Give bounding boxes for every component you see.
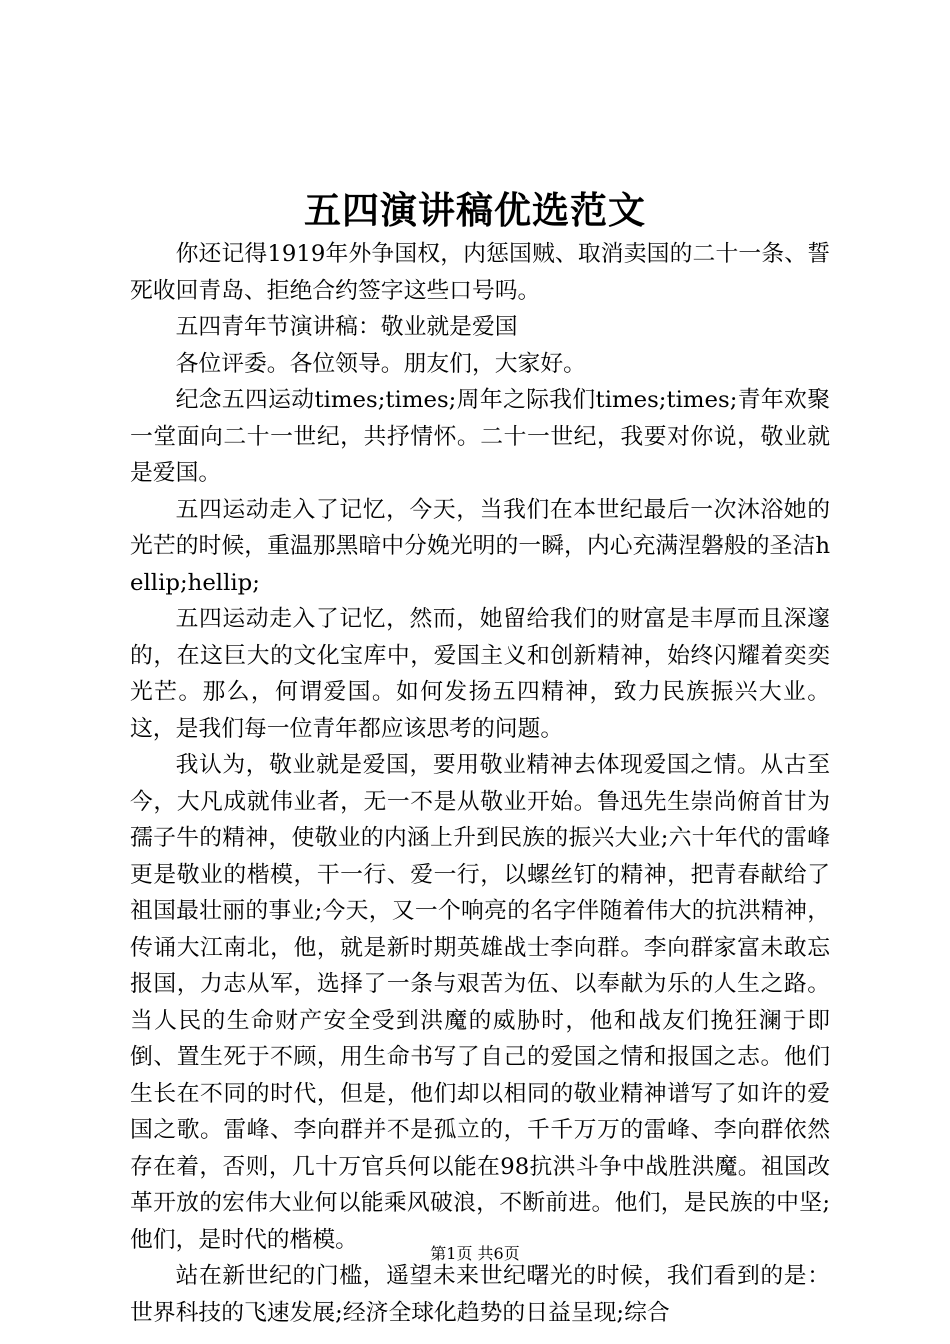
paragraph: 我认为，敬业就是爱国，要用敬业精神去体现爱国之情。从古至今，大凡成就伟业者，无一不是从敬业开始。鲁迅先生崇尚俯首甘为孺子牛的精神，使敬业的内涵上升到民族的振兴大业;六十年代的雷峰更是敬业的楷模，干一行、爱一行，以螺丝钉的精神，把青春献给了祖国最壮丽的事业;今天，又一个响亮的名字伴随着伟大的抗洪精神，传诵大江南北，他，就是新时期英雄战士李向群。李向群家富未敢忘报国，力志从军，选择了一条与艰苦为伍、以奉献为乐的人生之路。当人民的生命财产安全受到洪魔的威胁时，他和战友们挽狂澜于即倒、置生死于不顾，用生命书写了自己的爱国之情和报国之志。他们生长在不同的时代，但是，他们却以相同的敬业精神谱写了如许的爱国之歌。雷峰、李向群并不是孤立的，千千万万的雷峰、李向群依然存在着，否则，几十万官兵何以能在98抗洪斗争中战胜洪魔。祖国改革开放的宏伟大业何以能乘风破浪，不断前进。他们，是民族的中坚;他们，是时代的楷模。 bbox=[130, 752, 830, 1253]
document-title: 五四演讲稿优选范文 bbox=[304, 188, 646, 232]
page-number-footer: 第1页 共6页 bbox=[430, 1244, 520, 1263]
paragraph: 各位评委。各位领导。朋友们，大家好。 bbox=[175, 350, 586, 377]
paragraph: 纪念五四运动times;times;周年之际我们times;times;青年欢聚一堂面向二十一世纪，共抒情怀。二十一世纪，我要对你说，敬业就是爱国。 bbox=[130, 387, 830, 486]
document-body bbox=[130, 236, 830, 1331]
paragraph: 你还记得1919年外争国权，内惩国贼、取消卖国的二十一条、誓死收回青岛、拒绝合约签字这些口号吗。 bbox=[130, 241, 830, 304]
paragraph: 五四运动走入了记忆，然而，她留给我们的财富是丰厚而且深邃的，在这巨大的文化宝库中，爱国主义和创新精神，始终闪耀着奕奕光芒。那么，何谓爱国。如何发扬五四精神，致力民族振兴大业。这，是我们每一位青年都应该思考的问题。 bbox=[130, 606, 830, 742]
paragraph: 站在新世纪的门槛，遥望未来世纪曙光的时候，我们看到的是：世界科技的飞速发展;经济全球化趋势的日益呈现;综合 bbox=[130, 1263, 830, 1326]
paragraph: 五四运动走入了记忆，今天，当我们在本世纪最后一次沐浴她的光芒的时候，重温那黑暗中分娩光明的一瞬，内心充满涅磐般的圣洁hellip;hellip; bbox=[130, 496, 830, 596]
paragraph: 五四青年节演讲稿：敬业就是爱国 bbox=[175, 314, 518, 340]
